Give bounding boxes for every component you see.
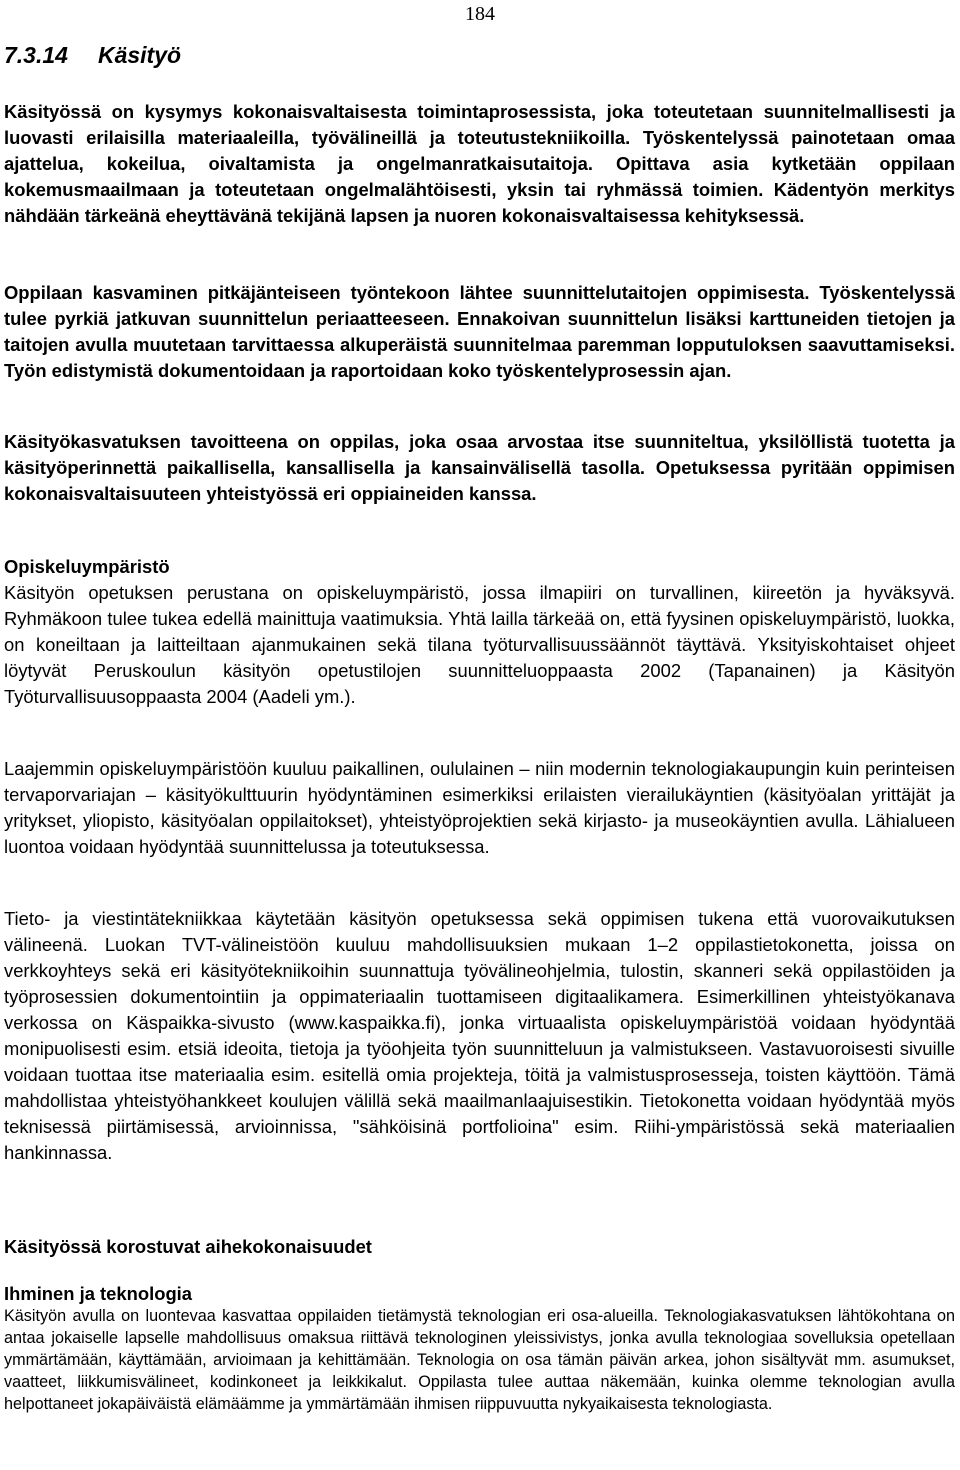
chapter-heading [4,40,181,70]
intro-paragraph: Käsityössä on kysymys kokonaisvaltaisesta toimintaprosessista, joka toteutetaan suunnitelmallisesti ja luovasti erilaisilla materiaaleilla, työvälineillä ja toteutustekniikoilla. Työskentelyssä painotetaan omaa ajattelua, kokeilua, oivaltamista ja ongelmanratkaisutaitoja. Opittava asia kytketään oppilaan kokemusmaailmaan ja toteutetaan ongelmalähtöisesti, yksin tai ryhmässä toimien. Kädentyön merkitys nähdään tärkeänä eheyttävänä tekijänä lapsen ja nuoren kokonaisvaltaisessa kehityksessä. [4,101,955,226]
environment-paragraph: Käsityön opetuksen perustana on opiskeluympäristö, jossa ilmapiiri on turvallinen, kiireetön ja hyväksyvä. Ryhmäkoon tulee tukea edellä mainittuja vaatimuksia. Yhtä lailla tärkeää on, että fyysinen opiskeluympäristö, luokka, on koneiltaan ja laitteiltaan ajanmukainen sekä tilana työturvallisuussäännöt täyttävä. Yksityiskohtaiset ohjeet löytyvät Peruskoulun käsityön opetustilojen suunnitteluoppaasta 2002 (Tapanainen) ja Käsityön Työturvallisuusoppaasta 2004 (Aadeli ym.). [4,582,955,707]
section-heading-korostuvat: Käsityössä korostuvat aihekokonaisuudet [4,1236,372,1257]
section-heading-teknologia: Ihminen ja teknologia [4,1283,193,1304]
planning-paragraph: Oppilaan kasvaminen pitkäjänteiseen työntekoon lähtee suunnittelutaitojen oppimisesta. Työskentelyssä tulee pyrkiä jatkuvan suunnittelun periaatteeseen. Ennakoivan suunnittelun lisäksi karttuneiden tietojen ja taitojen avulla muutetaan tarvittaessa alkuperäistä suunnitelmaa paremman lopputuloksen saavuttamiseksi. Työn edistymistä dokumentoidaan ja raportoidaan koko työskentelyprosessin ajan. [4,282,955,381]
goals-paragraph: Käsityökasvatuksen tavoitteena on oppilas, joka osaa arvostaa itse suunniteltua, yksilöllistä tuotetta ja käsityöperinnettä paikallisella, kansallisella ja kansainvälisellä tasolla. Opetuksessa pyritään oppimisen kokonaisvaltaisuuteen yhteistyössä eri oppiaineiden kanssa. [4,431,955,504]
chapter-number: 7.3.14 [4,42,68,68]
page-number: 184 [465,3,495,25]
ict-paragraph: Tieto- ja viestintätekniikkaa käytetään käsityön opetuksessa sekä oppimisen tukena että vuorovaikutuksen välineenä. Luokan TVT-välineistöön kuuluu mahdollisuuksien mukaan 1–2 oppilastietokonetta, joissa on verkkoyhteys sekä eri käsityötekniikoihin suunnattuja työvälineohjelmia, tulostin, skanneri sekä oppilastöiden ja työprosessien dokumentointiin ja oppimateriaalin tuottamiseen digitaalikamera. Esimerkillinen yhteistyökanava verkossa on Käspaikka-sivusto (www.kaspaikka.fi), jonka virtuaalista opiskeluympäristöä voidaan hyödyntää monipuolisesti esim. etsiä ideoita, tietoja ja työohjeita työn suunnitteluun ja valmistukseen. Vastavuoroisesti sivuille voidaan tuottaa itse materiaalia esim. esitellä omia projekteja, töitä ja valmistusprosesseja, toisten käyttöön. Tämä mahdollistaa yhteistyöhankkeet koulujen välillä sekä maailmanlaajuisestikin. Tietokonetta voidaan hyödyntää myös teknisessä piirtämisessä, arvioinnissa, "sähköisinä portfolioina" esim. Riihi-ympäristössä sekä materiaalien hankinnassa. [4,908,955,1163]
chapter-title: Käsityö [97,42,182,68]
section-heading-opiskeluymparisto: Opiskeluympäristö [4,556,170,577]
wider-environment-paragraph: Laajemmin opiskeluympäristöön kuuluu paikallinen, oululainen – niin modernin teknologiakaupungin kuin perinteisen tervaporvariajan – käsityökulttuurin hyödyntäminen esimerkiksi erilaisten vierailukäyntien (käsityöalan yrittäjät ja yritykset, yliopisto, käsityöalan oppilaitokset), yhteistyöprojektien sekä kirjasto- ja museokäyntien avulla. Lähialueen luontoa voidaan hyödyntää suunnittelussa ja toteutuksessa. [4,758,955,857]
technology-paragraph: Käsityön avulla on luontevaa kasvattaa oppilaiden tietämystä teknologian eri osa-alueilla. Teknologiakasvatuksen lähtökohtana on antaa jokaiselle lapselle mahdollisuus omaksua riittävä teknologinen yleissivistys, jonka avulla teknologiaa sovelluksia opetellaan ymmärtämään, käyttämään, arvioimaan ja kehittämään. Teknologia on osa tämän päivän arkea, johon sisältyvät mm. asumukset, vaatteet, liikkumisvälineet, kodinkoneet ja leikkikalut. Oppilasta tulee auttaa näkemään, kuinka olemme teknologian avulla helpottaneet jokapäiväistä elämäämme ja ymmärtämään ihmisen riippuvuutta nykyaikaisesta teknologiasta. [4,1307,955,1413]
